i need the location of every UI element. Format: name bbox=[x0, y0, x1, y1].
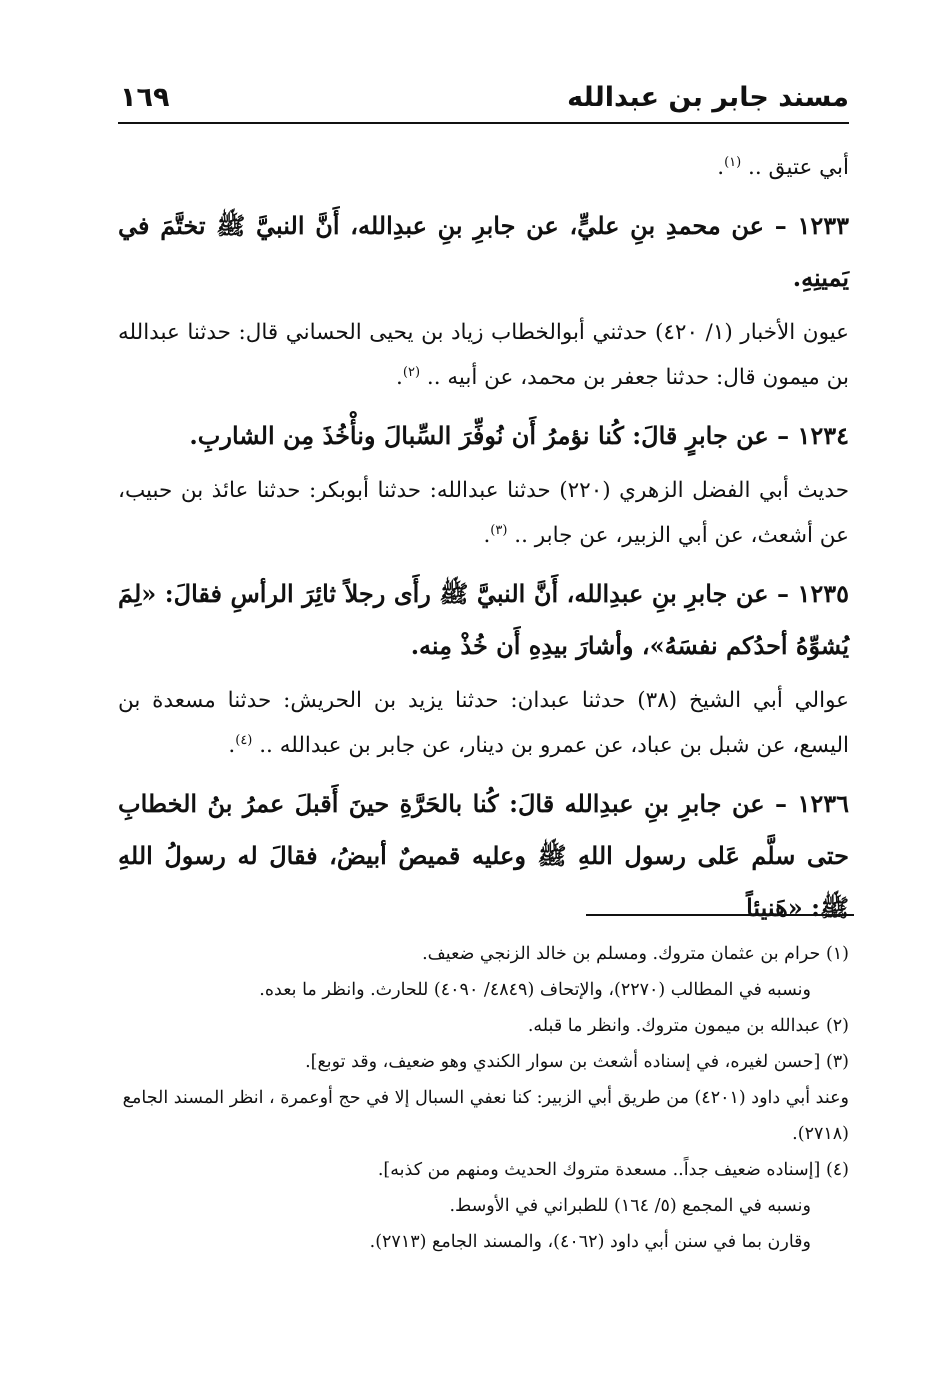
footnote-4-continuation-1: ونسبه في المجمع (٥/ ١٦٤) للطبراني في الأوسط. bbox=[449, 1196, 811, 1216]
footnote-ref-3: (٣) bbox=[490, 522, 508, 538]
footnote-separator bbox=[586, 914, 854, 916]
continuation-line: أبي عتيق .. $^{(١)}$. bbox=[717, 154, 849, 180]
source-1233-text: عيون الأخبار (١/ ٤٢٠) حدثني أبوالخطاب زياد بن يحيى الحساني قال: حدثنا عبدالله بن ميمون قال: حدثنا جعفر بن محمد، عن أبيه .. bbox=[118, 320, 850, 390]
source-1233: عيون الأخبار (١/ ٤٢٠) حدثني أبوالخطاب زياد بن يحيى الحساني قال: حدثنا عبدالله بن ميمون قال: حدثنا جعفر بن محمد، عن أبيه .. $^{(٢)}$. bbox=[118, 320, 850, 390]
footnotes bbox=[118, 936, 849, 1260]
footnote-2 bbox=[118, 1008, 849, 1044]
page-number: ١٦٩ bbox=[120, 82, 170, 113]
footnote-3-continuation: وعند أبي داود (٤٢٠١) من طريق أبي الزبير: كنا نعفي السبال إلا في حج أوعمرة ، انظر المسند الجامع (٢٧١٨). bbox=[122, 1088, 849, 1144]
hadith-1236: ١٢٣٦ – عن جابرِ بنِ عبدِالله قالَ: كُنا بالحَرَّةِ حينَ أَقبلَ عمرُ بنُ الخطابِ حتى سلَّم عَلى رسول اللهِ ﷺ وعليه قميصٌ أبيضُ، فقالَ له رسولُ اللهِ ﷺ: «هَنيئاً bbox=[118, 789, 849, 922]
footnote-2-text: عبدالله بن ميمون متروك. وانظر ما قبله. bbox=[527, 1016, 821, 1036]
running-head bbox=[118, 82, 849, 124]
source-1235-text: عوالي أبي الشيخ (٣٨) حدثنا عبدان: حدثنا يزيد بن الحريش: حدثنا مسعدة بن اليسع، عن شبل بن عباد، عن عمرو بن دينار، عن جابر بن عبدالله .. bbox=[118, 688, 850, 758]
footnote-ref-4: (٤) bbox=[235, 732, 253, 748]
footnote-3-number: (٣) bbox=[825, 1052, 849, 1072]
footnote-4-text: [إسناده ضعيف جداً.. مسعدة متروك الحديث ومنهم من كذبه]. bbox=[377, 1160, 821, 1180]
footnote-3-text: [حسن لغيره، في إسناده أشعث بن سوار الكندي وهو ضعيف، وقد توبع]. bbox=[305, 1052, 821, 1072]
main-text bbox=[118, 145, 849, 934]
continuation-text: أبي عتيق .. bbox=[748, 155, 849, 180]
source-1234: حديث أبي الفضل الزهري (٢٢٠) حدثنا عبدالله: حدثنا أبوبكر: حدثنا عائذ بن حبيب، عن أشعث، عن أبي الزبير، عن جابر .. $^{(٣)}$. bbox=[118, 478, 849, 548]
footnote-4-continuation-2: وقارن بما في سنن أبي داود (٤٠٦٢)، والمسند الجامع (٢٧١٣). bbox=[369, 1232, 811, 1252]
source-1234-text: حديث أبي الفضل الزهري (٢٢٠) حدثنا عبدالله: حدثنا أبوبكر: حدثنا عائذ بن حبيب، عن أشعث، عن أبي الزبير، عن جابر .. bbox=[118, 478, 849, 548]
footnote-1-number: (١) bbox=[825, 944, 849, 964]
footnote-1-continuation: ونسبه في المطالب (٢٢٧٠)، والإتحاف (٤٨٤٩/ ٤٠٩٠) للحارث. وانظر ما بعده. bbox=[259, 980, 811, 1000]
footnote-1 bbox=[118, 936, 849, 972]
footnote-2-number: (٢) bbox=[825, 1016, 849, 1036]
source-1235: عوالي أبي الشيخ (٣٨) حدثنا عبدان: حدثنا يزيد بن الحريش: حدثنا مسعدة بن اليسع، عن شبل بن عباد، عن عمرو بن دينار، عن جابر بن عبدالله .. $^{(٤)}$. bbox=[118, 688, 850, 758]
footnote-1-text: حرام بن عثمان متروك. ومسلم بن خالد الزنجي ضعيف. bbox=[422, 944, 821, 964]
footnote-4 bbox=[118, 1152, 849, 1188]
footnote-3 bbox=[118, 1044, 849, 1080]
running-title: مسند جابر بن عبدالله bbox=[567, 82, 849, 113]
footnote-ref-1: (١) bbox=[724, 154, 742, 170]
footnote-4-number: (٤) bbox=[825, 1160, 849, 1180]
hadith-1233: ١٢٣٣ – عن محمدِ بنِ عليٍّ، عن جابرِ بنِ عبدِالله، أَنَّ النبيَّ ﷺ تختَّمَ في يَمينِهِ. bbox=[118, 211, 849, 292]
footnote-ref-2: (٢) bbox=[402, 364, 421, 380]
hadith-1235: ١٢٣٥ – عن جابرِ بنِ عبدِالله، أَنَّ النبيَّ ﷺ رأَى رجلاً ثائِرَ الرأسِ فقالَ: «لِمَ يُشوِّهُ أحدُكم نفسَهُ»، وأشارَ بيدِهِ أَن خُذْ مِنه. bbox=[118, 579, 849, 660]
hadith-1234: ١٢٣٤ – عن جابرٍ قالَ: كُنا نؤمرُ أَن نُوفِّرَ السِّبالَ ونأْخُذَ مِن الشاربِ. bbox=[189, 421, 849, 450]
